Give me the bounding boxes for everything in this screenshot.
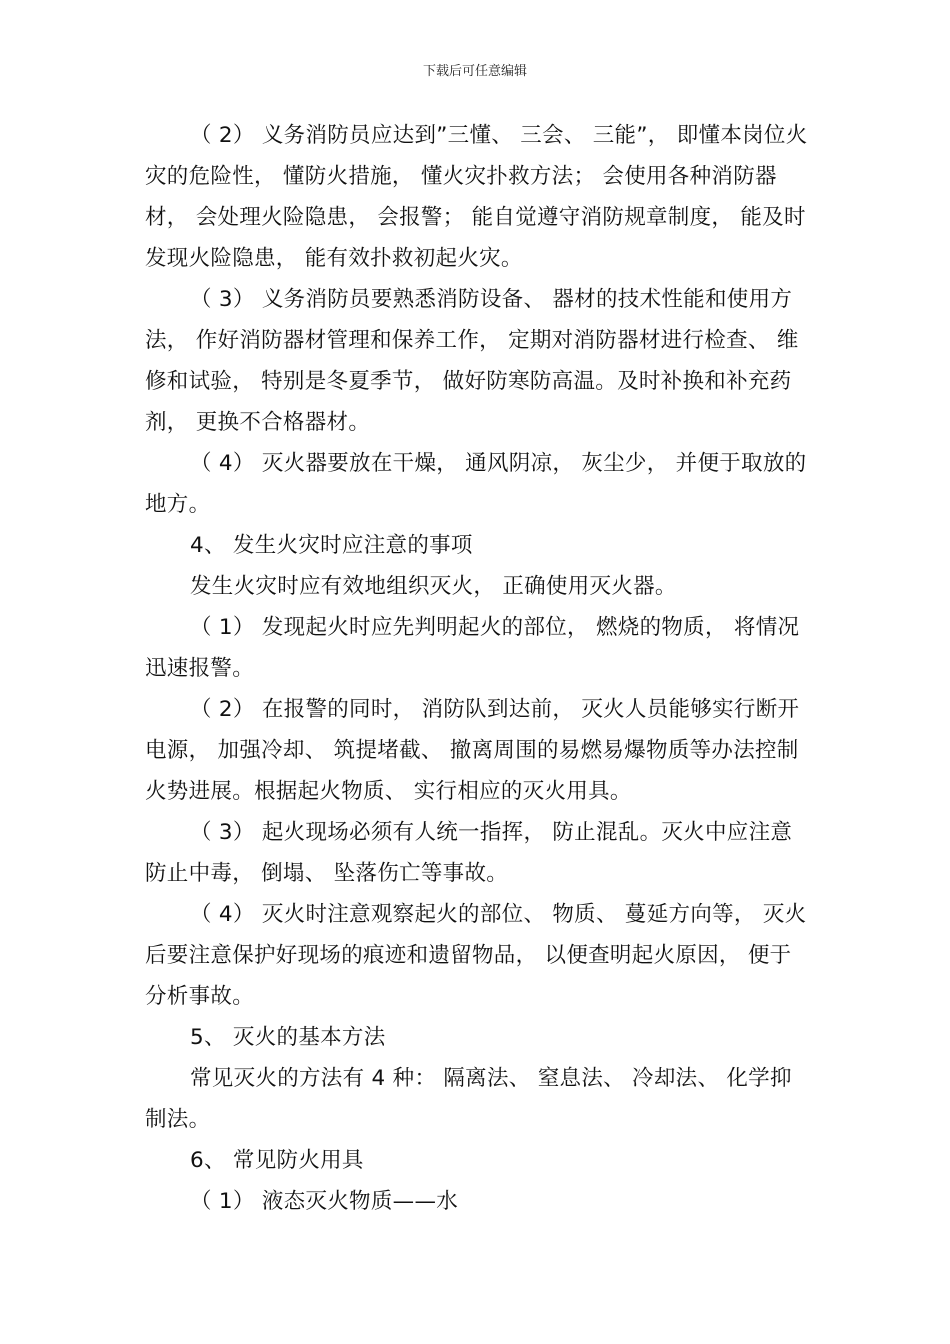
paragraph-observe-scene: （ 4） 灭火时注意观察起火的部位、 物质、 蔓延方向等， 灭火后要注意保护好现场的痕迹和遗留物品， 以便查明起火原因， 便于分析事故。 [145, 902, 807, 1009]
section-heading-fire-tools: 6、 常见防火用具 [190, 1148, 364, 1173]
section-heading-fire-precautions: 4、 发生火灾时应注意的事项 [190, 533, 473, 558]
paragraph-liquid-agent: （ 1） 液态灭火物质——水 [190, 1189, 459, 1214]
paragraph-unified-command: （ 3） 起火现场必须有人统一指挥， 防止混乱。灭火中应注意防止中毒， 倒塌、 坠落伤亡等事故。 [145, 820, 793, 886]
section-heading-basic-methods: 5、 灭火的基本方法 [190, 1025, 386, 1050]
document-body [145, 115, 810, 1222]
paragraph-fire-intro: 发生火灾时应有效地组织灭火， 正确使用灭火器。 [190, 574, 677, 599]
paragraph-control-fire: （ 2） 在报警的同时， 消防队到达前， 灭火人员能够实行断开电源， 加强冷却、 筑提堵截、 撤离周围的易燃易爆物质等办法控制火势进展。根据起火物质、 实行相应的灭火用具。 [145, 697, 800, 804]
paragraph-volunteer-requirements: （ 2） 义务消防员应达到”三懂、 三会、 三能”， 即懂本岗位火灾的危险性， 懂防火措施， 懂火灾扑救方法； 会使用各种消防器材， 会处理火险隐患， 会报警； 能自觉遵守消防规章制度， 能及时发现火险隐患， 能有效扑救初起火灾。 [145, 123, 808, 271]
paragraph-four-methods: 常见灭火的方法有 4 种： 隔离法、 窒息法、 冷却法、 化学抑制法。 [145, 1066, 792, 1132]
paragraph-equipment-maintenance: （ 3） 义务消防员要熟悉消防设备、 器材的技术性能和使用方法， 作好消防器材管理和保养工作， 定期对消防器材进行检查、 维修和试验， 特别是冬夏季节， 做好防寒防高温。及时补换和补充药剂， 更换不合格器材。 [145, 287, 799, 435]
page-header: 下载后可任意编辑 [422, 64, 527, 79]
paragraph-extinguisher-placement: （ 4） 灭火器要放在干燥， 通风阴凉， 灰尘少， 并便于取放的地方。 [145, 451, 807, 517]
paragraph-report-fire: （ 1） 发现起火时应先判明起火的部位， 燃烧的物质， 将情况迅速报警。 [145, 615, 800, 681]
